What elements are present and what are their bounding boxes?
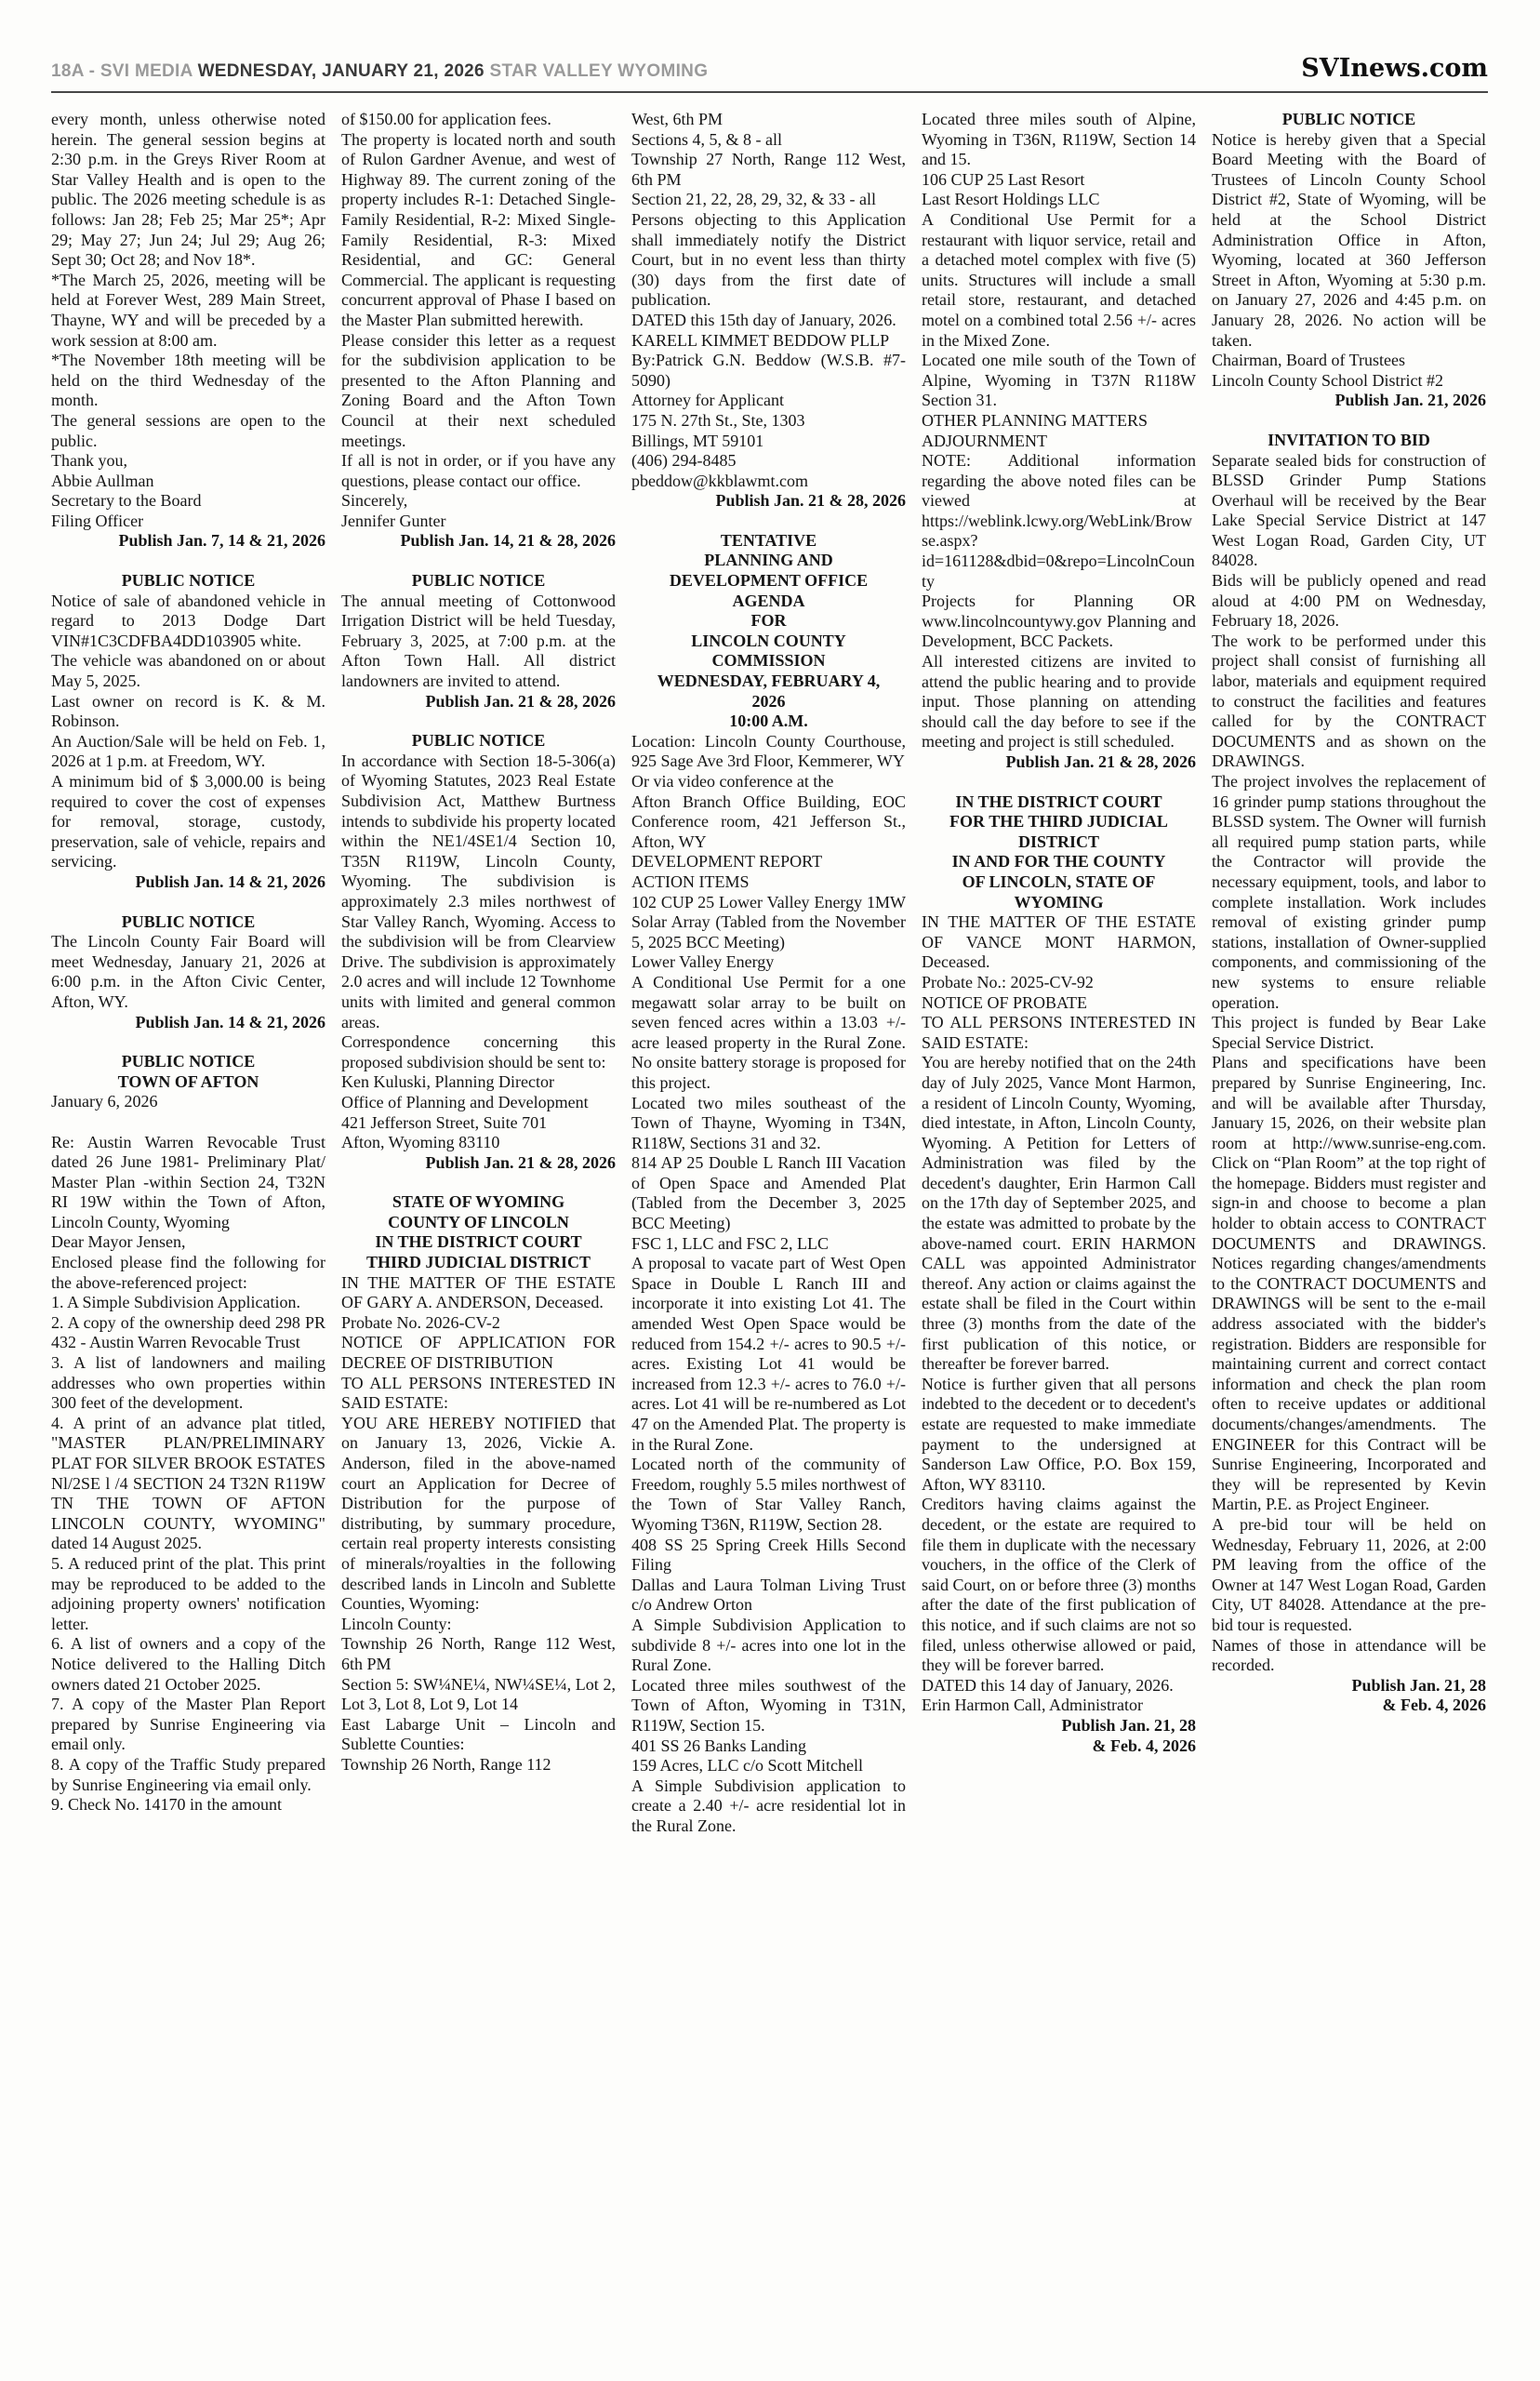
notice-paragraph: *The March 25, 2026, meeting will be held at Forever West, 289 Main Street, Thayne, WY and will be preceded by a work session at 8:00 am. [51,270,325,350]
notice-paragraph: 7. A copy of the Master Plan Report prepared by Sunrise Engineering via email only. [51,1695,325,1754]
notice-paragraph: 159 Acres, LLC c/o Scott Mitchell [631,1756,863,1776]
publish-line: Publish Jan. 21, 28 & Feb. 4, 2026 [1351,1675,1486,1715]
notice-paragraph: 401 SS 26 Banks Landing [631,1736,807,1755]
notice-paragraph: 3. A list of landowners and mailing addresses who own properties within 300 feet of the development. [51,1353,325,1413]
notice-paragraph: TO ALL PERSONS INTERESTED IN SAID ESTATE: [922,1013,1196,1052]
notice-paragraph: In accordance with Section 18-5-306(a) of Wyoming Statutes, 2023 Real Estate Subdivision Act, Matthew Burtness intends to subdivide his property located within the NE1/4SE1/4 Section 10, T35N R119W, Lincoln County, Wyoming. The subdivision is approximately 2.3 miles northwest of Star Valley Ranch, Wyoming. Access to the subdivision will be from Clearview Drive. The subdivision is approximately 2.0 acres and will include 12 Townhome units with limited and general common areas. [341,751,616,1031]
publish-line: Publish Jan. 21 & 28, 2026 [1005,752,1196,771]
notice-paragraph: pbeddow@kkblawmt.com [631,471,809,490]
notice-heading: PUBLIC NOTICE TOWN OF AFTON [117,1052,259,1091]
notice-paragraph: Notice of sale of abandoned vehicle in regard to 2013 Dodge Dart VIN#1C3CDFBA4DD103905 white. [51,591,325,650]
notice-paragraph: The general sessions are open to the public. [51,410,325,450]
notice-paragraph: Located one mile south of the Town of Alpine, Wyoming in T37N R118W Section 31. [922,351,1196,410]
notice-paragraph: Thank you, [51,451,127,471]
notice-paragraph: Probate No.: 2025-CV-92 [922,972,1094,991]
header-region: STAR VALLEY WYOMING [489,61,709,81]
notice-paragraph: Located two miles southeast of the Town of Thayne, Wyoming in T34N, R118W, Sections 31 and 32. [631,1093,906,1152]
notice-paragraph: IN THE MATTER OF THE ESTATE OF VANCE MONT HARMON, Deceased. [922,912,1196,972]
notice-paragraph: Creditors having claims against the decedent, or the estate are required to file them in duplicate with the necessary vouchers, in the office of the Clerk of said Court, on or before three (3) months after the date of the first publication of this notice, and if such claims are not so filed, unless otherwise allowed or paid, they will be forever barred. [922,1495,1196,1675]
notice-paragraph: Ken Kuluski, Planning Director [341,1072,554,1092]
header-date: WEDNESDAY, JANUARY 21, 2026 [197,61,485,81]
notice-paragraph: A Simple Subdivision Application to subdivide 8 +/- acres into one lot in the Rural Zone. [631,1615,906,1675]
notice-paragraph: ADJOURNMENT [922,431,1047,450]
notice-paragraph: Dear Mayor Jensen, [51,1232,186,1252]
notice-paragraph: A Simple Subdivision application to create a 2.40 +/- acre residential lot in the Rural Zone. [631,1776,906,1835]
column-4 [922,110,1196,2353]
column-3 [631,110,906,2353]
notice-paragraph: Afton, Wyoming 83110 [341,1133,500,1152]
notice-paragraph: of $150.00 for application fees. [341,110,551,128]
notice-paragraph: Attorney for Applicant [631,391,784,410]
publish-line: Publish Jan. 14 & 21, 2026 [135,871,325,891]
notice-paragraph: Lincoln County: [341,1614,452,1633]
notice-heading: PUBLIC NOTICE [1281,110,1416,128]
notice-paragraph: A minimum bid of $ 3,000.00 is being required to cover the cost of expenses for removal, storage, custody, preservation, sale of vehicle, repairs and servicing. [51,772,325,871]
notice-paragraph: This project is funded by Bear Lake Special Service District. [1212,1013,1486,1052]
notice-paragraph: DEVELOPMENT REPORT [631,852,823,871]
notice-paragraph: 9. Check No. 14170 in the amount [51,1795,282,1815]
notice-paragraph: Township 26 North, Range 112 West, 6th PM [341,1634,616,1673]
notice-paragraph: Billings, MT 59101 [631,431,764,450]
notice-paragraph: Secretary to the Board [51,491,202,511]
page-header [51,54,1488,83]
notice-paragraph: Plans and specifications have been prepared by Sunrise Engineering, Inc. and will be available after Thursday, January 15, 2026, on their website plan room at http://www.sunrise-eng.com. Click on “Plan Room” at the top right of the homepage. Bidders must register and sign-in and choose to become a plan holder to obtain access to CONTRACT DOCUMENTS and DRAWINGS. Notices regarding changes/amendments to the CONTRACT DOCUMENTS and DRAWINGS will be sent to the e-mail address associated with the bidder's registration. Bidders are responsible for maintaining current and correct contact information and check the plan room often to receive updates or additional documents/changes/amendments. The ENGINEER for this Contract will be Sunrise Engineering, Incorporated and they will be represented by Kevin Martin, P.E. as Project Engineer. [1212,1053,1486,1514]
notice-paragraph: Bids will be publicly opened and read aloud at 4:00 PM on Wednesday, February 18, 2026. [1212,571,1486,631]
notice-paragraph: A Conditional Use Permit for a restaurant with liquor service, retail and a detached motel complex with five (5) units. Structures will include a small retail store, restaurant, and detached motel on a combined total 2.56 +/- acres in the Mixed Zone. [922,209,1196,350]
notice-paragraph: 102 CUP 25 Lower Valley Energy 1MW Solar Array (Tabled from the November 5, 2025 BCC Meeting) [631,892,906,951]
notice-paragraph: Re: Austin Warren Revocable Trust dated 26 June 1981- Preliminary Plat/ Master Plan -within Section 24, T32N RI 19W within the Town of Afton, Lincoln County, Wyoming [51,1132,325,1231]
notice-paragraph: Office of Planning and Development [341,1092,589,1111]
notice-paragraph: Probate No. 2026-CV-2 [341,1312,500,1332]
notice-paragraph: Dallas and Laura Tolman Living Trust c/o Andrew Orton [631,1575,906,1615]
notice-paragraph: Lincoln County School District #2 [1212,370,1443,390]
notice-paragraph: West, 6th PM [631,110,724,128]
column-2 [341,110,616,2353]
header-left [51,61,708,82]
notice-paragraph: The Lincoln County Fair Board will meet Wednesday, January 21, 2026 at 6:00 p.m. in the Afton Civic Center, Afton, WY. [51,932,325,1011]
notice-paragraph: 175 N. 27th St., Ste, 1303 [631,410,805,430]
notice-paragraph: If all is not in order, or if you have any questions, please contact our office. [341,451,616,490]
notice-paragraph: Notice is further given that all persons indebted to the decedent or to decedent's estate are requested to make immediate payment to the undersigned at Sanderson Law Office, P.O. Box 159, Afton, WY 83110. [922,1374,1196,1494]
notice-paragraph: A Conditional Use Permit for a one megawatt solar array to be built on seven fenced acres within a 13.03 +/- acre leased property in the Rural Zone. No onsite battery storage is proposed for this project. [631,972,906,1092]
notice-paragraph: 814 AP 25 Double L Ranch III Vacation of Open Space and Amended Plat (Tabled from the December 3, 2025 BCC Meeting) [631,1153,906,1233]
notice-paragraph: 106 CUP 25 Last Resort [922,169,1085,189]
publish-line: Publish Jan. 21, 2026 [1334,391,1486,410]
publish-line: Publish Jan. 21 & 28, 2026 [425,691,616,711]
notice-paragraph: A proposal to vacate part of West Open Space in Double L Ranch III and incorporate it into existing Lot 41. The amended West Open Space would be reduced from 154.2 +/- acres to 90.5 +/- acres. Existing Lot 41 would be increased from 12.3 +/- acres to 76.0 +/- acres. Lot 41 will be re-numbered as Lot 47 on the Amended Plat. The property is in the Rural Zone. [631,1254,906,1454]
notice-paragraph: A pre-bid tour will be held on Wednesday, February 11, 2026, at 2:00 PM leaving from the office of the Owner at 147 West Logan Road, Garden City, UT 84028. Attendance at the pre-bid tour is requested. [1212,1514,1486,1634]
notice-paragraph: 5. A reduced print of the plat. This print may be reproduced to be added to the adjoining property owners' notification letter. [51,1553,325,1633]
notice-paragraph: Names of those in attendance will be recorded. [1212,1635,1486,1675]
notice-paragraph: OTHER PLANNING MATTERS [922,410,1148,430]
notice-paragraph: Jennifer Gunter [341,511,446,530]
notice-paragraph: ACTION ITEMS [631,871,750,891]
notice-paragraph: The project involves the replacement of 16 grinder pump stations throughout the BLSSD system. The Owner will furnish all required pump station parts, while the Contractor will provide the necessary equipment, tools, and labor to complete installation. Work includes removal of existing grinder pump stations, installation of Owner-supplied components, and commissioning of the new systems to ensure reliable operation. [1212,772,1486,1012]
notice-heading: PUBLIC NOTICE [411,571,546,591]
notice-paragraph: Located three miles south of Alpine, Wyoming in T36N, R119W, Section 14 and 15. [922,110,1196,169]
notice-paragraph: 8. A copy of the Traffic Study prepared by Sunrise Engineering via email only. [51,1754,325,1794]
notice-paragraph: YOU ARE HEREBY NOTIFIED that on January 13, 2026, Vickie A. Anderson, filed in the above-named court an Application for Decree of Distribution for the purpose of distributing, by summary procedure, certain real property interests consisting of minerals/royalties in the following described lands in Lincoln and Sublette Counties, Wyoming: [341,1413,616,1614]
notice-heading: PUBLIC NOTICE [121,911,256,931]
notice-paragraph: Please consider this letter as a request for the subdivision application to be presented to the Afton Planning and Zoning Board and the Afton Town Council at their next scheduled meetings. [341,330,616,450]
notice-paragraph: Abbie Aullman [51,471,154,490]
notice-paragraph: Section 5: SW¼NE¼, NW¼SE¼, Lot 2, Lot 3, Lot 8, Lot 9, Lot 14 [341,1674,616,1714]
notice-paragraph: You are hereby notified that on the 24th day of July 2025, Vance Mont Harmon, a resident of Lincoln County, Wyoming, died intestate, in Afton, Lincoln County, Wyoming. A Petition for Letters of Administration was filed by the decedent's daughter, Erin Harmon Call on the 17th day of September 2025, and the estate was admitted to probate by the above-named court. ERIN HARMON CALL was appointed Administrator thereof. Any action or claims against the estate shall be filed in the Court within three (3) months from the date of the first publication of this notice, or thereafter be forever barred. [922,1053,1196,1374]
publish-line: Publish Jan. 14, 21 & 28, 2026 [400,531,616,551]
notice-paragraph: An Auction/Sale will be held on Feb. 1, 2026 at 1 p.m. at Freedom, WY. [51,731,325,771]
notice-paragraph: January 6, 2026 [51,1092,158,1111]
notice-paragraph: Section 21, 22, 28, 29, 32, & 33 - all [631,190,876,209]
notice-paragraph: *The November 18th meeting will be held on the third Wednesday of the month. [51,351,325,410]
notice-paragraph: Correspondence concerning this proposed subdivision should be sent to: [341,1032,616,1071]
notice-paragraph: Enclosed please find the following for the above-referenced project: [51,1253,325,1292]
notice-paragraph: every month, unless otherwise noted herein. The general session begins at 2:30 p.m. in the Greys River Room at Star Valley Health and is open to the public. The 2026 meeting schedule is as follows: Jan 28; Feb 25; Mar 25*; Apr 29; May 27; Jun 24; Jul 29; Aug 26; Sept 30; Oct 28; and Nov 18*. [51,110,325,270]
notice-paragraph: Afton Branch Office Building, EOC Conference room, 421 Jefferson St., Afton, WY [631,791,906,851]
notice-paragraph: Erin Harmon Call, Administrator [922,1696,1143,1715]
notice-paragraph: Lower Valley Energy [631,952,775,972]
publish-line: Publish Jan. 21 & 28, 2026 [425,1152,616,1172]
notice-heading: PUBLIC NOTICE [411,731,546,751]
notice-heading: STATE OF WYOMING COUNTY OF LINCOLN IN THE DISTRICT COURT THIRD JUDICIAL DISTRICT [365,1192,591,1272]
notice-paragraph: Notice is hereby given that a Special Board Meeting with the Board of Trustees of Lincoln County School District #2, State of Wyoming, will be held at the School District Administration Office in Afton, Wyoming, located at 360 Jefferson Street in Afton, Wyoming at 5:30 p.m. on January 27, 2026 and 4:45 p.m. on January 28, 2026. No action will be taken. [1212,129,1486,350]
notice-paragraph: DATED this 15th day of January, 2026. [631,310,896,329]
column-5 [1212,110,1486,2353]
header-page-label: 18A - SVI MEDIA [51,61,192,81]
notice-paragraph: Location: Lincoln County Courthouse, 925 Sage Ave 3rd Floor, Kemmerer, WY [631,731,906,771]
notice-paragraph: FSC 1, LLC and FSC 2, LLC [631,1233,830,1253]
notice-paragraph: IN THE MATTER OF THE ESTATE OF GARY A. ANDERSON, Deceased. [341,1272,616,1312]
publish-line: Publish Jan. 21, 28 & Feb. 4, 2026 [1061,1715,1196,1755]
notice-paragraph: NOTICE OF APPLICATION FOR DECREE OF DISTRIBUTION [341,1333,616,1373]
notice-paragraph: Sincerely, [341,491,408,511]
blank-line [51,1112,325,1133]
notice-paragraph: 421 Jefferson Street, Suite 701 [341,1112,548,1132]
notice-paragraph: All interested citizens are invited to attend the public hearing and to provide input. Those planning on attending should call the day before to see if the meeting and project is still scheduled. [922,652,1196,752]
publish-line: Publish Jan. 21 & 28, 2026 [715,491,906,511]
notice-paragraph: KARELL KIMMET BEDDOW PLLP [631,330,890,350]
notice-paragraph: DATED this 14 day of January, 2026. [922,1675,1174,1695]
notice-heading: PUBLIC NOTICE [121,571,256,591]
notice-paragraph: 4. A print of an advance plat titled, "MASTER PLAN/PRELIMINARY PLAT FOR SILVER BROOK ESTATES Nl/2SE l /4 SECTION 24 T32N R119W TN THE TOWN OF AFTON LINCOLN COUNTY, WYOMING" dated 14 August 2025. [51,1413,325,1553]
notice-paragraph: TO ALL PERSONS INTERESTED IN SAID ESTATE: [341,1373,616,1413]
notice-paragraph: 1. A Simple Subdivision Application. [51,1293,301,1312]
notice-paragraph: By:Patrick G.N. Beddow (W.S.B. #7-5090) [631,351,906,390]
notice-paragraph: 2. A copy of the ownership deed 298 PR 432 - Austin Warren Revocable Trust [51,1312,325,1352]
notice-paragraph: Persons objecting to this Application shall immediately notify the District Court, but in no event less than thirty (30) days from the first date of publication. [631,209,906,310]
notice-paragraph: Separate sealed bids for construction of BLSSD Grinder Pump Stations Overhaul will be received by the Bear Lake Special Service District at 147 West Logan Road, Garden City, UT 84028. [1212,450,1486,570]
notice-paragraph: (406) 294-8485 [631,451,737,471]
notice-heading: INVITATION TO BID [1268,430,1430,449]
notice-columns [51,110,1488,2353]
column-1 [51,110,325,2353]
notice-paragraph: The property is located north and south of Rulon Gardner Avenue, and west of Highway 89. The current zoning of the property includes R-1: Detached Single-Family Residential, R-2: Mixed Single-Family Residential, R-3: Mixed Residential, and GC: General Commercial. The applicant is requesting concurrent approval of Phase I based on the Master Plan submitted herewith. [341,129,616,329]
notice-paragraph: Located north of the community of Freedom, roughly 5.5 miles northwest of the Town of Star Valley Ranch, Wyoming T36N, R119W, Section 28. [631,1455,906,1534]
notice-paragraph: The vehicle was abandoned on or about May 5, 2025. [51,651,325,691]
notice-paragraph: Projects for Planning OR www.lincolncountywy.gov Planning and Development, BCC Packets. [922,592,1196,651]
notice-paragraph: Sections 4, 5, & 8 - all [631,129,782,149]
notice-paragraph: Last Resort Holdings LLC [922,190,1100,209]
header-rule [51,91,1488,93]
notice-paragraph: Located three miles southwest of the Town of Afton, Wyoming in T31N, R119W, Section 15. [631,1675,906,1735]
notice-paragraph: Or via video conference at the [631,772,834,791]
publish-line: Publish Jan. 7, 14 & 21, 2026 [118,531,325,551]
notice-heading: TENTATIVE PLANNING AND DEVELOPMENT OFFICE AGENDA FOR LINCOLN COUNTY COMMISSION WEDNESDAY, FEBRUARY 4, 2026 10:00 A.M. [657,530,881,731]
notice-paragraph: NOTICE OF PROBATE [922,992,1088,1012]
notice-paragraph: The work to be performed under this project shall consist of furnishing all labor, materials and equipment required to construct the facilities and features called for by the CONTRACT DOCUMENTS and as shown on the DRAWINGS. [1212,631,1486,771]
notice-paragraph: Last owner on record is K. & M. Robinson. [51,691,325,731]
notice-paragraph: 408 SS 25 Spring Creek Hills Second Filing [631,1535,906,1575]
publish-line: Publish Jan. 14 & 21, 2026 [135,1012,325,1031]
notice-paragraph: Chairman, Board of Trustees [1212,351,1405,370]
notice-heading: IN THE DISTRICT COURT FOR THE THIRD JUDICIAL DISTRICT IN AND FOR THE COUNTY OF LINCOLN, STATE OF WYOMING [949,791,1168,911]
notice-paragraph: Township 26 North, Range 112 [341,1754,551,1774]
header-site: SVInews.com [1301,54,1488,83]
notice-paragraph: The annual meeting of Cottonwood Irrigation District will be held Tuesday, February 3, 2025, at 7:00 p.m. at the Afton Town Hall. All district landowners are invited to attend. [341,591,616,691]
notice-paragraph: Filing Officer [51,511,144,530]
notice-paragraph: East Labarge Unit – Lincoln and Sublette Counties: [341,1714,616,1754]
notice-paragraph: 6. A list of owners and a copy of the Notice delivered to the Halling Ditch owners dated 21 October 2025. [51,1634,325,1694]
notice-paragraph: NOTE: Additional information regarding the above noted files can be viewed at https://weblink.lcwy.org/WebLink/Browse.aspx?id=161128&dbid=0&repo=LincolnCounty [922,451,1196,591]
notice-paragraph: Township 27 North, Range 112 West, 6th PM [631,150,906,189]
